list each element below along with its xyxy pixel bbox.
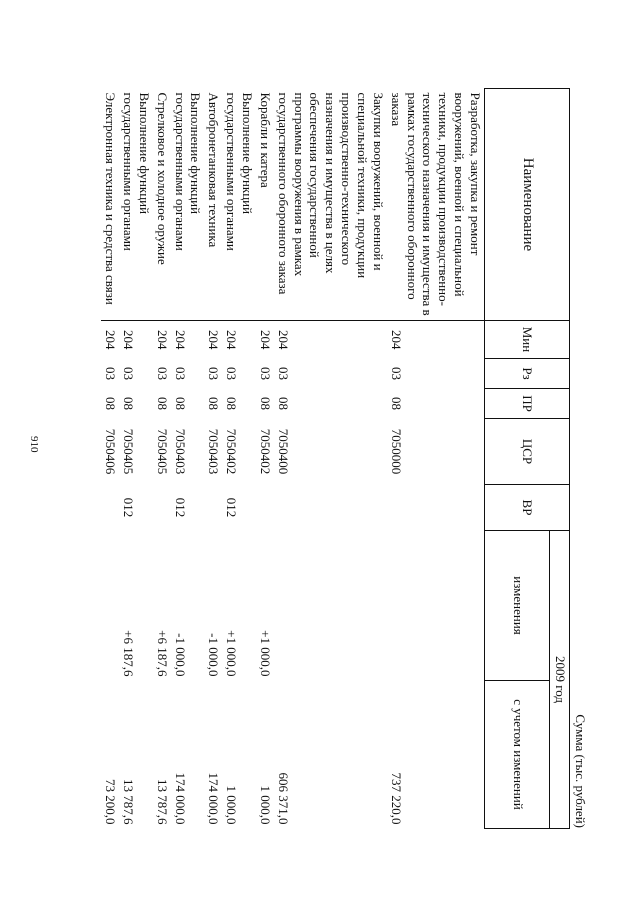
header-with-changes: с учетом изменений [485, 681, 550, 829]
budget-table [101, 88, 570, 829]
cell-csr: 7050403 [206, 428, 222, 475]
header-vr: ВР [485, 485, 570, 531]
cell-min: 204 [154, 330, 170, 350]
header-name: Наименование [485, 89, 570, 321]
units-label: Сумма (тыс. рублей) [573, 714, 588, 828]
cell-pr: 08 [172, 397, 188, 410]
cell-min: 204 [206, 330, 222, 350]
cell-rz: 03 [275, 367, 291, 380]
cell-name: Корабли и катера [256, 89, 274, 321]
cell-vr [256, 485, 274, 531]
cell-total: 737 220,0 [388, 772, 404, 825]
rotated-page [103, 88, 588, 828]
cell-rz: 03 [103, 367, 119, 380]
cell-csr: 7050405 [154, 428, 170, 475]
cell-rz: 03 [257, 367, 273, 380]
header-csr: ЦСР [485, 419, 570, 485]
cell-pr: 08 [275, 397, 291, 410]
cell-vr: 012 [224, 497, 240, 518]
cell-change: +1 000,0 [257, 630, 273, 677]
cell-change: -1 000,0 [206, 633, 222, 677]
cell-pr: 08 [121, 397, 137, 410]
cell-min: 204 [257, 330, 273, 350]
table-row [171, 89, 205, 829]
cell-min: 204 [224, 330, 240, 350]
cell-vr [387, 485, 485, 531]
table-row [274, 89, 387, 829]
cell-name: Выполнение функций государственными органами [171, 89, 205, 321]
cell-csr: 7050406 [103, 428, 119, 475]
cell-total: 1 000,0 [257, 785, 273, 825]
cell-pr: 08 [257, 397, 273, 410]
cell-change: +1 000,0 [224, 630, 240, 677]
cell-csr: 7050400 [275, 428, 291, 475]
cell-name: Электронная техника и средства связи [101, 89, 119, 321]
cell-change [387, 531, 485, 681]
page-number: 910 [28, 436, 40, 453]
cell-rz: 03 [121, 367, 137, 380]
cell-rz: 03 [206, 367, 222, 380]
cell-total: 174 000,0 [172, 772, 188, 825]
cell-vr [274, 485, 387, 531]
cell-min: 204 [388, 330, 404, 350]
cell-total: 1 000,0 [224, 785, 240, 825]
cell-vr [153, 485, 171, 531]
cell-csr: 7050402 [257, 428, 273, 475]
cell-name: Закупки вооружений, военной и специальной техники, продукции производственно-технического назначения и имущества в целях обеспечения государственной программы вооружения в рамках государственного оборонного заказа [274, 89, 387, 321]
cell-csr: 7050405 [121, 428, 137, 475]
cell-name: Стрелковое и холодное оружие [153, 89, 171, 321]
cell-pr: 08 [103, 397, 119, 410]
cell-change: -1 000,0 [172, 633, 188, 677]
cell-vr [204, 485, 222, 531]
header-min: Мин [485, 321, 570, 359]
cell-pr: 08 [388, 397, 404, 410]
cell-rz: 03 [388, 367, 404, 380]
table-row [387, 89, 485, 829]
table-row [204, 89, 222, 829]
cell-csr: 7050402 [224, 428, 240, 475]
cell-change [101, 531, 119, 681]
header-pr: ПР [485, 389, 570, 419]
cell-csr: 7050000 [388, 428, 404, 475]
cell-name: Выполнение функций государственными органами [222, 89, 256, 321]
cell-pr: 08 [224, 397, 240, 410]
cell-min: 204 [103, 330, 119, 350]
table-row [101, 89, 119, 829]
table-row [153, 89, 171, 829]
cell-vr: 012 [121, 497, 137, 518]
cell-vr: 012 [172, 497, 188, 518]
table-row [222, 89, 256, 829]
header-rz: Рз [485, 359, 570, 389]
cell-name: Разработка, закупка и ремонт вооружений, военной и специальной техники, продукции производственно-технического назначения и имущества в рамках государственного оборонного заказа [387, 89, 485, 321]
cell-total: 73 200,0 [103, 779, 119, 825]
table-row [119, 89, 153, 829]
cell-total: 174 000,0 [206, 772, 222, 825]
cell-rz: 03 [172, 367, 188, 380]
cell-pr: 08 [154, 397, 170, 410]
cell-pr: 08 [206, 397, 222, 410]
cell-change [274, 531, 387, 681]
cell-name: Автобронетанковая техника [204, 89, 222, 321]
cell-rz: 03 [224, 367, 240, 380]
cell-total: 13 787,6 [154, 779, 170, 825]
cell-min: 204 [275, 330, 291, 350]
table-header [485, 89, 570, 829]
table-row [256, 89, 274, 829]
cell-rz: 03 [154, 367, 170, 380]
cell-csr: 7050403 [172, 428, 188, 475]
header-year: 2009 год [550, 531, 570, 829]
cell-change: +6 187,6 [121, 630, 137, 677]
cell-min: 204 [172, 330, 188, 350]
cell-total: 606 371,0 [275, 772, 291, 825]
header-changes: изменения [485, 531, 550, 681]
table-body [101, 89, 484, 829]
cell-change: +6 187,6 [154, 630, 170, 677]
cell-name: Выполнение функций государственными органами [119, 89, 153, 321]
cell-min: 204 [121, 330, 137, 350]
cell-vr [101, 485, 119, 531]
cell-total: 13 787,6 [121, 779, 137, 825]
